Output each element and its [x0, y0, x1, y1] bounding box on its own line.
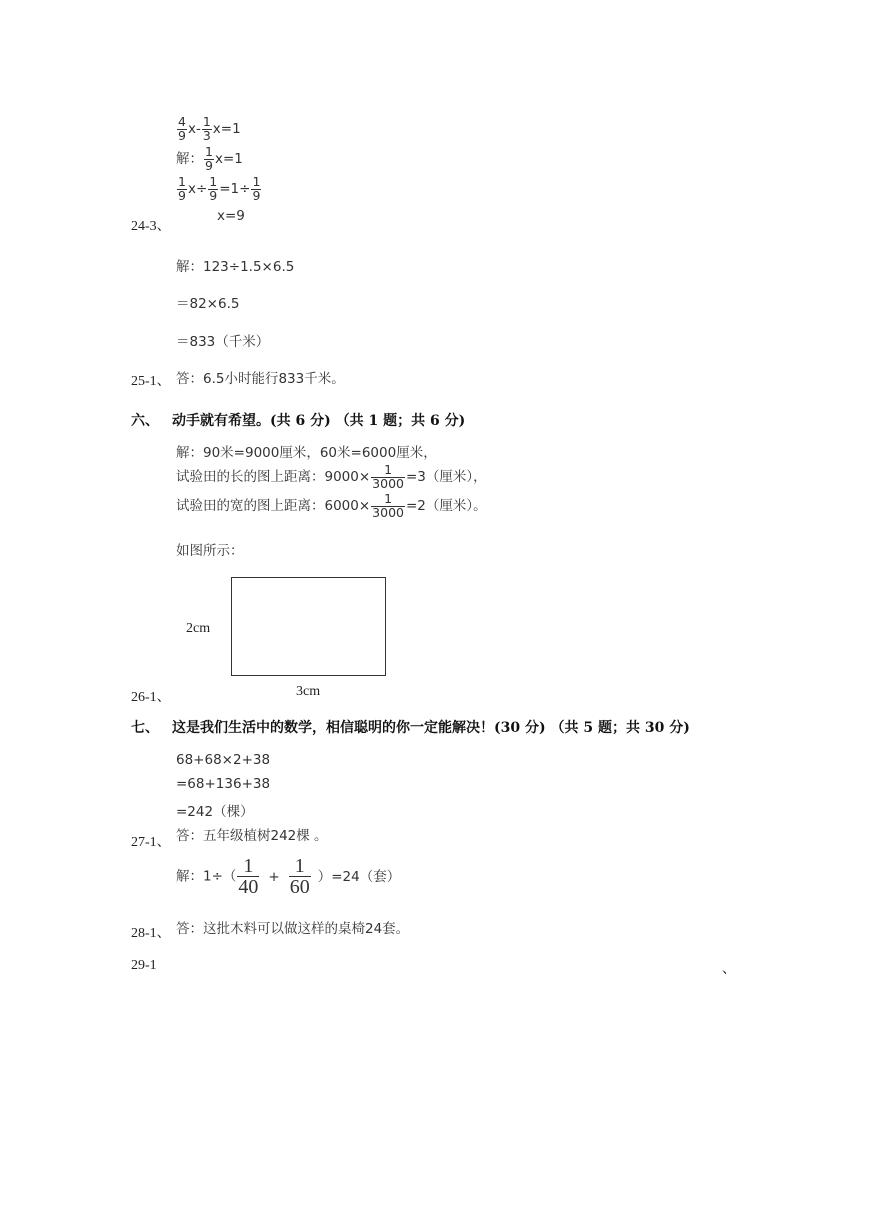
- solution-line: [176, 856, 400, 897]
- question-label: 29-1: [131, 958, 157, 973]
- denominator: 9: [178, 127, 186, 143]
- section-number: 六、: [131, 413, 159, 429]
- trailing-mark: 、: [722, 962, 736, 977]
- solution-line: =68+136+38: [176, 776, 271, 792]
- field-rectangle: [231, 577, 386, 676]
- eq-text: 解：1÷（: [176, 868, 237, 885]
- eq-text: =1÷: [219, 181, 251, 197]
- numerator: 4: [178, 114, 186, 129]
- denominator: 9: [178, 187, 186, 203]
- eq-text: 试验田的长的图上距离：9000×: [176, 469, 371, 485]
- solution-line: =242（棵）: [176, 804, 254, 820]
- answer-line: 答：五年级植树242棵 。: [176, 828, 328, 844]
- fraction: [251, 176, 261, 202]
- eq-text: x=1: [214, 151, 243, 167]
- solution-line: [176, 464, 487, 490]
- numerator: 1: [384, 462, 393, 477]
- solution-line: 解：90米=9000厘米，60米=6000厘米，: [176, 445, 437, 461]
- eq-text: =2（厘米）。: [405, 498, 487, 514]
- eq-text: x-: [187, 121, 201, 137]
- eq-line-3: [176, 176, 262, 202]
- numerator: 1: [205, 144, 213, 159]
- answer-line: 答：6.5小时能行833千米。: [176, 371, 345, 387]
- denominator: 60: [289, 876, 310, 898]
- fraction: [237, 856, 259, 897]
- fraction: [177, 116, 187, 142]
- fraction: [202, 116, 212, 142]
- denominator: 3000: [372, 504, 404, 520]
- numerator: 1: [202, 114, 211, 129]
- question-label: 24-3、: [131, 219, 171, 234]
- numerator: 1: [178, 174, 186, 189]
- solution-line: ＝833（千米）: [176, 334, 270, 350]
- denominator: 9: [205, 157, 213, 173]
- denominator: 9: [209, 187, 218, 203]
- fraction: [371, 493, 405, 519]
- section-number: 七、: [131, 720, 159, 736]
- solution-line: ＝82×6.5: [176, 296, 240, 312]
- eq-line-1: [176, 116, 241, 142]
- answer-line: 答：这批木料可以做这样的桌椅24套。: [176, 921, 410, 937]
- question-label: 25-1、: [131, 374, 171, 389]
- height-label: 2cm: [186, 621, 211, 636]
- denominator: 3: [202, 127, 211, 143]
- eq-text: 解：: [176, 151, 203, 167]
- numerator: 1: [384, 491, 393, 506]
- numerator: 1: [252, 174, 261, 189]
- question-label: 26-1、: [131, 690, 171, 705]
- numerator: 1: [294, 855, 305, 877]
- width-label: 3cm: [296, 684, 321, 699]
- eq-text: x=1: [212, 121, 241, 137]
- denominator: 3000: [372, 475, 404, 491]
- solution-line: 68+68×2+38: [176, 752, 271, 768]
- denominator: 40: [238, 876, 259, 898]
- fraction: [371, 464, 405, 490]
- fraction: [177, 176, 187, 202]
- eq-line-4: x=9: [217, 208, 245, 224]
- numerator: 1: [243, 855, 254, 877]
- fraction: [204, 146, 214, 172]
- section-title: 动手就有希望。(共 6 分) （共 1 题；共 6 分): [172, 413, 466, 429]
- fraction: [289, 856, 311, 897]
- solution-line: 如图所示：: [176, 543, 244, 559]
- fraction: [208, 176, 218, 202]
- solution-line: [176, 493, 487, 519]
- question-label: 28-1、: [131, 926, 171, 941]
- eq-text: =3（厘米），: [405, 469, 487, 485]
- plus-sign: +: [268, 868, 280, 885]
- question-label: 27-1、: [131, 835, 171, 850]
- eq-text: 试验田的宽的图上距离：6000×: [176, 498, 371, 514]
- eq-line-2: [176, 146, 243, 172]
- numerator: 1: [209, 174, 218, 189]
- section-title: 这是我们生活中的数学，相信聪明的你一定能解决！(30 分) （共 5 题；共 30 分): [172, 720, 690, 736]
- denominator: 9: [252, 187, 261, 203]
- solution-line: 解：123÷1.5×6.5: [176, 259, 295, 275]
- eq-text: x÷: [187, 181, 208, 197]
- eq-text: ）=24（套）: [317, 868, 401, 885]
